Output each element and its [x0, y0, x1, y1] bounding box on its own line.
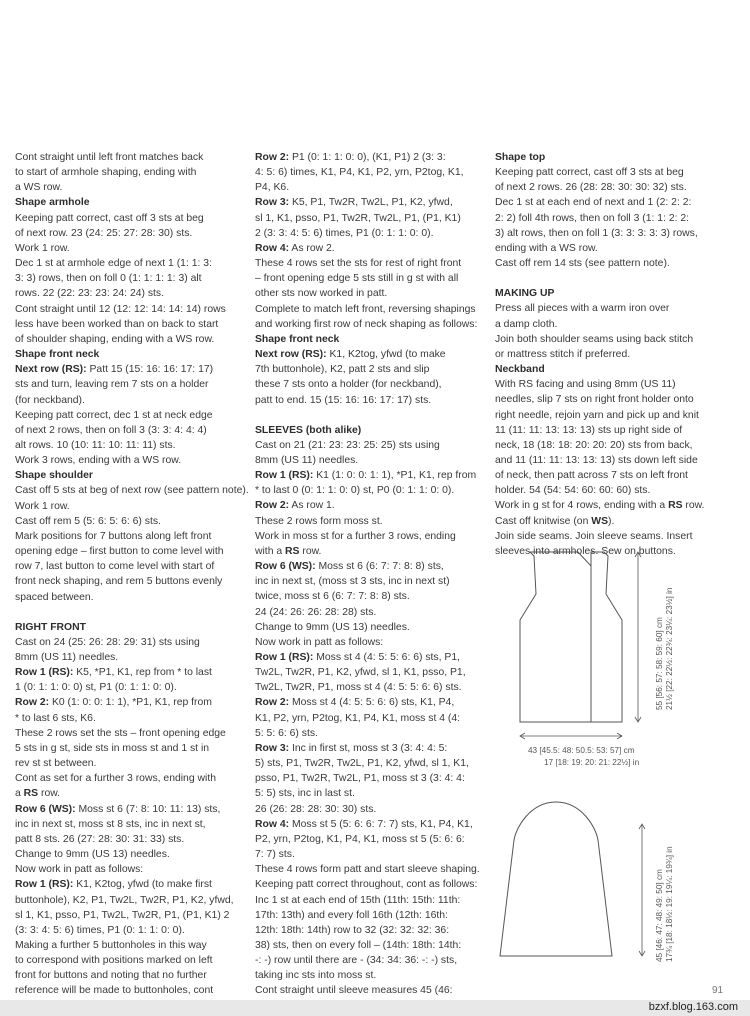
- row-label: Row 3:: [255, 197, 290, 209]
- row-label: Row 4:: [255, 242, 290, 254]
- text-line: [255, 650, 488, 665]
- text-line: ending with a WS row.: [495, 242, 598, 254]
- body-front-outline: [520, 552, 622, 722]
- row-label: Next row (RS):: [255, 349, 327, 361]
- row-text: Moss st 4 (4: 5: 5: 6: 6) sts, P1,: [316, 652, 460, 663]
- text-line: [255, 498, 488, 513]
- text-line: Cont straight until left front matches back: [15, 152, 204, 163]
- row-text: K5, *P1, K1, rep from * to last: [76, 667, 212, 679]
- text-line: P2, yrn, P2tog, K1, P4, K1, moss st 5 (5: 6: 6:: [255, 833, 465, 845]
- row-text: Moss st 6 (7: 8: 10: 11: 13) sts,: [78, 803, 221, 815]
- bold-term: RS: [285, 545, 300, 557]
- row-text: As row 1.: [291, 500, 335, 512]
- row-text: K1 (1: 0: 0: 1: 1), *P1, K1, rep from: [316, 470, 477, 482]
- text-line: Cast off rem 5 (5: 6: 5: 6: 6) sts.: [15, 515, 161, 527]
- text-line: 11 (11: 11: 13: 13: 13) sts up right side of: [495, 424, 683, 436]
- text-line: neck, 18 (18: 18: 20: 20: 20) sts from back,: [495, 439, 693, 451]
- body-length-label: 55 [56: 57: 58: 59: 60] cm: [655, 617, 664, 710]
- row-label: Row 2:: [255, 500, 290, 512]
- text-line: 1 (0: 1: 1: 0: 0) st, P1 (0: 1: 1: 0: 0).: [15, 682, 177, 694]
- text-line: holder. 54 (54: 54: 60: 60: 60) sts.: [495, 485, 651, 497]
- text-line: (for neckband).: [15, 394, 85, 406]
- text-line: of next row. 23 (24: 25: 27: 28: 30) sts.: [15, 227, 193, 239]
- text-run: row.: [38, 788, 61, 800]
- text-line: Complete to match left front, reversing shapings: [255, 303, 476, 315]
- text-line: Keeping patt correct, dec 1 st at neck edge: [15, 409, 213, 421]
- text-line: Work in moss st for a further 3 rows, ending: [255, 530, 456, 542]
- text-line: -: -) row until there are - (34: 34: 36: -: -) sts,: [255, 955, 458, 967]
- body-width-label: 43 [45.5: 48: 50.5: 53: 57] cm: [528, 746, 635, 755]
- text-line: Keeping patt correct throughout, cont as follows:: [255, 879, 478, 891]
- text-line: 24 (24: 26: 26: 28: 28) sts.: [255, 606, 377, 618]
- sleeve-outline: [500, 802, 612, 956]
- subheading: Shape shoulder: [15, 470, 93, 482]
- text-line: of neck, then patt across 7 sts on left front: [495, 470, 688, 482]
- text-line: Change to 9mm (US 13) needles.: [255, 621, 410, 633]
- row-text: Inc in first st, moss st 3 (3: 4: 4: 5:: [291, 742, 448, 754]
- text-line: of next 2 rows. 26 (28: 28: 30: 30: 32) sts.: [495, 182, 687, 194]
- text-line: Tw2L, Tw2R, P1, moss st 4 (4: 5: 5: 6: 6) sts.: [255, 682, 462, 694]
- footer-band: [0, 1000, 750, 1016]
- row-text: K0 (1: 0: 0: 1: 1), *P1, K1, rep from: [51, 697, 212, 709]
- text-line: Cast on 21 (21: 23: 23: 25: 25) sts using: [255, 439, 440, 451]
- text-line: sl 1, K1, psso, P1, Tw2L, Tw2R, P1, (P1, K1) 2: [15, 909, 230, 921]
- row-label: Row 6 (WS):: [15, 803, 76, 815]
- text-line: [15, 665, 247, 680]
- text-line: Dec 1 st at armhole edge of next 1 (1: 1: 3:: [15, 258, 212, 270]
- row-text: Moss st 4 (4: 5: 5: 6: 6) sts, K1, P4,: [291, 697, 455, 709]
- bold-term: WS: [591, 515, 609, 527]
- text-line: [15, 362, 247, 377]
- text-line: Cont straight until 12 (12: 12: 14: 14: 14) rows: [15, 303, 226, 315]
- text-line: to start of armhole shaping, ending with: [15, 167, 197, 179]
- text-line: Cast off rem 14 sts (see pattern note).: [495, 258, 670, 270]
- text-line: sts and turn, leaving rem 7 sts on a holder: [15, 379, 209, 391]
- text-line: These 2 rows form moss st.: [255, 515, 383, 527]
- text-line: [15, 802, 247, 817]
- text-line: taking inc sts into moss st.: [255, 970, 377, 982]
- row-text: K5, P1, Tw2R, Tw2L, P1, K2, yfwd,: [291, 197, 453, 209]
- text-line: 38) sts, then on every foll – (14th: 18th: 14th:: [255, 939, 462, 951]
- text-line: inc in next st, (moss st 3 sts, inc in next st): [255, 576, 450, 588]
- text-line: 7: 7) sts.: [255, 849, 295, 861]
- text-line: 3: 3) rows, then on foll 0 (1: 1: 1: 1: 3) alt: [15, 273, 202, 285]
- text-line: patt to end. 15 (15: 16: 16: 17: 17) sts.: [255, 394, 432, 406]
- text-line: right needle, rejoin yarn and pick up and knit: [495, 409, 699, 421]
- row-label: Row 1 (RS):: [15, 879, 74, 891]
- text-line: Join both shoulder seams using back stitch: [495, 333, 694, 345]
- row-label: Row 2:: [15, 697, 50, 709]
- text-line: These 4 rows form patt and start sleeve shaping.: [255, 864, 480, 876]
- text-line: [255, 241, 488, 256]
- text-line: reference will be made to buttonholes, cont: [15, 985, 214, 997]
- text-line: rows. 22 (22: 23: 23: 24: 24) sts.: [15, 288, 165, 300]
- text-line: twice, moss st 6 (6: 7: 7: 8: 8) sts.: [255, 591, 410, 603]
- text-line: [255, 695, 488, 710]
- section-heading: SLEEVES (both alike): [255, 424, 362, 436]
- text-line: less have been worked than on back to start: [15, 318, 219, 330]
- text-line: These 2 rows set the sts – front opening edge: [15, 727, 226, 739]
- subheading: Shape top: [495, 152, 546, 163]
- text-line: Inc 1 st at each end of 15th (11th: 15th: 11th:: [255, 894, 461, 906]
- text-line: 12th: 18th: 14th) row to 32 (32: 32: 32: 36:: [255, 924, 450, 936]
- text-run: Work in g st for 4 rows, ending with a: [495, 500, 669, 512]
- text-line: spaced between.: [15, 591, 94, 603]
- text-line: needles, slip 7 sts on right front holder onto: [495, 394, 694, 406]
- text-line: of shoulder shaping, ending with a WS row.: [15, 333, 215, 345]
- text-line: of next 2 rows, then on foll 3 (3: 3: 4: 4: 4): [15, 424, 207, 436]
- text-run: row.: [299, 545, 322, 557]
- subheading: Shape front neck: [255, 333, 340, 345]
- text-line: row 7, last button to come level with start of: [15, 561, 215, 573]
- row-text: Moss st 6 (6: 7: 7: 8: 8) sts,: [318, 561, 444, 573]
- sleeve-length-label: 45 [46: 47: 48: 49: 50] cm: [655, 869, 664, 962]
- text-line: buttonhole), K2, P1, Tw2L, Tw2R, P1, K2, yfwd,: [15, 894, 234, 906]
- text-line: Tw2L, Tw2R, P1, K2, yfwd, sl 1, K1, psso, P1,: [255, 667, 466, 679]
- text-line: [255, 559, 488, 574]
- row-label: Next row (RS):: [15, 364, 87, 376]
- text-line: [255, 347, 488, 362]
- page-number: 91: [712, 985, 724, 996]
- text-line: * to last 6 sts, K6.: [15, 712, 96, 724]
- text-line: [495, 514, 720, 529]
- text-line: Cont straight until sleeve measures 45 (46:: [255, 985, 453, 997]
- subheading: Shape front neck: [15, 349, 100, 361]
- text-run: Cast off knitwise (on: [495, 515, 592, 527]
- text-line: 5) sts, P1, Tw2R, Tw2L, P1, K2, yfwd, sl 1, K1,: [255, 758, 469, 770]
- row-text: P1 (0: 1: 1: 0: 0), (K1, P1) 2 (3: 3:: [291, 152, 446, 163]
- text-line: [15, 786, 247, 801]
- right-column: [495, 150, 720, 559]
- text-line: [15, 695, 247, 710]
- text-line: 8mm (US 11) needles.: [15, 652, 119, 663]
- text-line: [495, 498, 720, 513]
- text-line: patt 8 sts. 26 (27: 28: 30: 31: 33) sts.: [15, 833, 185, 845]
- body-length-in-label: 21½ [22: 22½: 22¾: 23¼: 23½] in: [665, 587, 674, 710]
- text-line: Press all pieces with a warm iron over: [495, 303, 670, 315]
- text-line: Now work in patt as follows:: [255, 636, 384, 648]
- section-heading: RIGHT FRONT: [15, 621, 86, 633]
- row-text: Patt 15 (15: 16: 16: 17: 17): [89, 364, 214, 376]
- text-line: 3) alt rows, then on foll 1 (3: 3: 3: 3: 3) rows,: [495, 227, 698, 239]
- text-line: inc in next st, moss st 8 sts, inc in next st,: [15, 818, 206, 830]
- row-text: K1, K2tog, yfwd (to make: [329, 349, 446, 361]
- row-text: K1, K2tog, yfwd (to make first: [76, 879, 212, 891]
- text-line: other sts now worked in patt.: [255, 288, 388, 300]
- text-line: Now work in patt as follows:: [15, 864, 144, 876]
- text-line: Dec 1 st at each end of next and 1 (2: 2: 2:: [495, 197, 692, 209]
- text-line: Join side seams. Join sleeve seams. Insert: [495, 530, 693, 542]
- text-line: (3: 3: 4: 5: 6) times, P1 (0: 1: 1: 0: 0).: [15, 924, 185, 936]
- text-line: Keeping patt correct, cast off 3 sts at beg: [495, 167, 684, 179]
- text-line: a damp cloth.: [495, 318, 558, 330]
- row-text: As row 2.: [291, 242, 335, 254]
- text-line: 2: 2) foll 4th rows, then on foll 3 (1: 1: 2: 2:: [495, 212, 690, 224]
- text-line: a WS row.: [15, 182, 63, 194]
- text-line: opening edge – first button to come level with: [15, 546, 224, 558]
- text-line: 8mm (US 11) needles.: [255, 454, 359, 466]
- text-line: 2 (3: 3: 4: 5: 6) times, P1 (0: 1: 1: 0: 0).: [255, 227, 434, 239]
- row-label: Row 6 (WS):: [255, 561, 316, 573]
- row-label: Row 1 (RS):: [255, 652, 314, 663]
- text-run: a: [15, 788, 24, 800]
- text-line: 5: 5) sts, inc in last st.: [255, 788, 355, 800]
- schematic-diagram: [490, 540, 690, 970]
- text-line: and working first row of neck shaping as follows:: [255, 318, 478, 330]
- section-gap: [15, 605, 247, 620]
- body-width-in-label: 17 [18: 19: 20: 21: 22½] in: [544, 758, 640, 767]
- row-label: Row 2:: [255, 697, 290, 709]
- text-line: [255, 817, 488, 832]
- text-line: Cast on 24 (25: 26: 28: 29: 31) sts using: [15, 636, 200, 648]
- text-line: Making a further 5 buttonholes in this way: [15, 939, 207, 951]
- row-label: Row 1 (RS):: [15, 667, 74, 679]
- text-line: front for buttons and noting that no further: [15, 970, 207, 982]
- row-label: Row 3:: [255, 742, 290, 754]
- bold-term: RS: [23, 788, 39, 800]
- watermark-text: bzxf.blog.163.com: [648, 1001, 738, 1013]
- text-line: [15, 877, 247, 892]
- text-line: * to last 0 (0: 1: 1: 0: 0) st, P0 (0: 1: 1: 0: 0).: [255, 485, 455, 497]
- text-line: sleeves into armholes. Sew on buttons.: [495, 545, 676, 557]
- row-label: Row 4:: [255, 818, 290, 830]
- text-line: K1, P2, yrn, P2tog, K1, P4, K1, moss st 4 (4:: [255, 712, 461, 724]
- text-line: With RS facing and using 8mm (US 11): [495, 379, 676, 391]
- text-line: or mattress stitch if preferred.: [495, 348, 631, 360]
- text-run: ).: [608, 515, 615, 527]
- text-line: 26 (26: 28: 28: 30: 30) sts.: [255, 803, 377, 815]
- text-line: Cast off 5 sts at beg of next row (see pattern note).: [15, 485, 249, 497]
- text-line: These 4 rows set the sts for rest of right front: [255, 258, 462, 270]
- text-line: and 11 (11: 11: 13: 13: 13) sts down left side: [495, 454, 698, 466]
- text-line: Work 1 row.: [15, 500, 70, 512]
- text-line: alt rows. 10 (10: 11: 10: 11: 11) sts.: [15, 439, 176, 451]
- text-line: P4, K6.: [255, 182, 290, 194]
- section-gap: [255, 408, 488, 423]
- text-line: Work 3 rows, ending with a WS row.: [15, 455, 182, 467]
- section-gap: [495, 271, 720, 286]
- section-heading: MAKING UP: [495, 288, 555, 300]
- text-line: [255, 741, 488, 756]
- text-line: psso, P1, Tw2R, Tw2L, P1, moss st 3 (3: 4: 4:: [255, 773, 465, 785]
- text-line: 7th buttonhole), K2, patt 2 sts and slip: [255, 364, 430, 376]
- text-line: Work 1 row.: [15, 242, 70, 254]
- text-line: Change to 9mm (US 13) needles.: [15, 849, 170, 861]
- text-line: [255, 544, 488, 559]
- row-label: Row 2:: [255, 152, 290, 163]
- text-line: rev st st between.: [15, 758, 97, 770]
- subheading: Shape armhole: [15, 197, 90, 209]
- text-line: Cont as set for a further 3 rows, ending with: [15, 773, 216, 785]
- text-line: [255, 150, 488, 165]
- bold-term: RS: [668, 500, 683, 512]
- text-line: Mark positions for 7 buttons along left front: [15, 530, 212, 542]
- text-line: sl 1, K1, psso, P1, Tw2R, Tw2L, P1, (P1, K1): [255, 212, 461, 224]
- text-run: with a: [255, 545, 286, 557]
- text-line: these 7 sts onto a holder (for neckband),: [255, 379, 442, 391]
- text-line: 17th: 13th) and every foll 16th (12th: 16th:: [255, 909, 448, 921]
- text-line: [255, 468, 488, 483]
- text-line: [255, 195, 488, 210]
- text-line: to correspond with positions marked on left: [15, 955, 213, 967]
- text-line: – front opening edge 5 sts still in g st with all: [255, 273, 459, 285]
- left-column: [15, 150, 247, 1014]
- text-line: front neck shaping, and rem 5 buttons evenly: [15, 576, 223, 588]
- subheading: Neckband: [495, 364, 545, 376]
- sleeve-length-in-label: 17¾ [18: 18½: 19: 19¼: 19¾] in: [665, 846, 674, 962]
- text-run: row.: [682, 500, 705, 512]
- row-label: Row 1 (RS):: [255, 470, 314, 482]
- text-line: Keeping patt correct, cast off 3 sts at beg: [15, 212, 204, 224]
- text-line: 5: 5: 6: 6) sts.: [255, 727, 318, 739]
- middle-column: [255, 150, 488, 1014]
- text-line: 5 sts in g st, side sts in moss st and 1 st in: [15, 742, 210, 754]
- text-line: 4: 5: 6) times, K1, P4, K1, P2, yrn, P2tog, K1,: [255, 167, 464, 179]
- row-text: Moss st 5 (5: 6: 6: 7: 7) sts, K1, P4, K1,: [291, 818, 473, 830]
